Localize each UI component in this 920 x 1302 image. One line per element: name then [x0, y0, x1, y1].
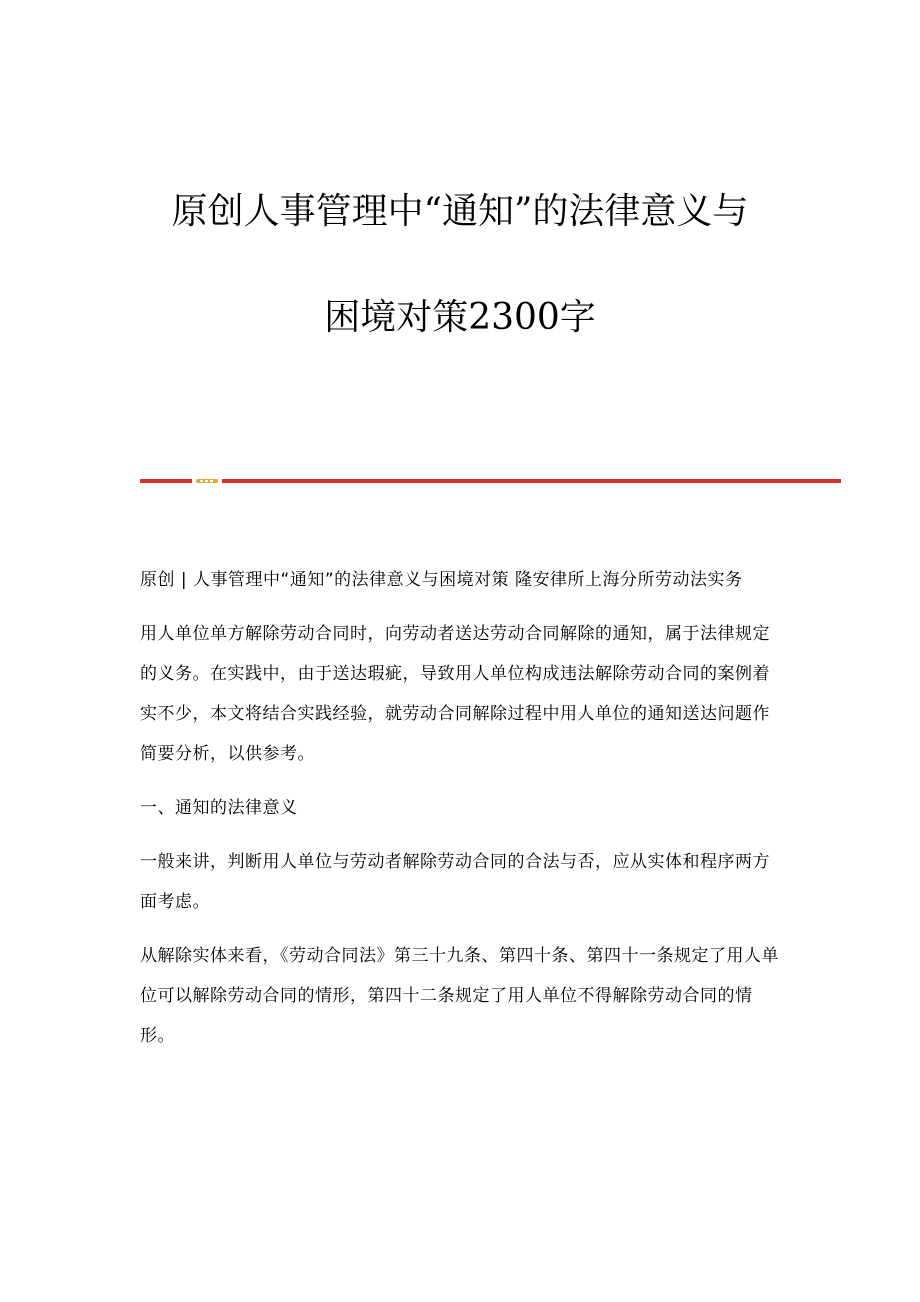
paragraph-general: 一般来讲，判断用人单位与劳动者解除劳动合同的合法与否，应从实体和程序两方面考虑。 [140, 852, 770, 912]
divider-ornament-icon [196, 478, 218, 484]
document-body [140, 560, 780, 1070]
title-line-2: 困境对策2300字 [324, 297, 596, 338]
section-heading: 一、通知的法律意义 [140, 798, 298, 818]
paragraph-source: 原创 | 人事管理中“通知”的法律意义与困境对策 隆安律所上海分所劳动法实务 [140, 570, 743, 590]
title-line-1: 原创人事管理中“通知”的法律意义与 [171, 191, 749, 232]
document-title [0, 188, 920, 342]
divider-right-segment [222, 479, 841, 483]
paragraph-substance: 从解除实体来看，《劳动合同法》第三十九条、第四十条、第四十一条规定了用人单位可以解除劳动合同的情形，第四十二条规定了用人单位不得解除劳动合同的情形。 [140, 946, 779, 1046]
paragraph-intro: 用人单位单方解除劳动合同时，向劳动者送达劳动合同解除的通知，属于法律规定的义务。在实践中，由于送达瑕疵，导致用人单位构成违法解除劳动合同的案例着实不少，本文将结合实践经验，就劳动合同解除过程中用人单位的通知送达问题作简要分析，以供参考。 [140, 624, 770, 764]
divider-left-segment [140, 479, 192, 483]
title-divider [140, 478, 841, 484]
